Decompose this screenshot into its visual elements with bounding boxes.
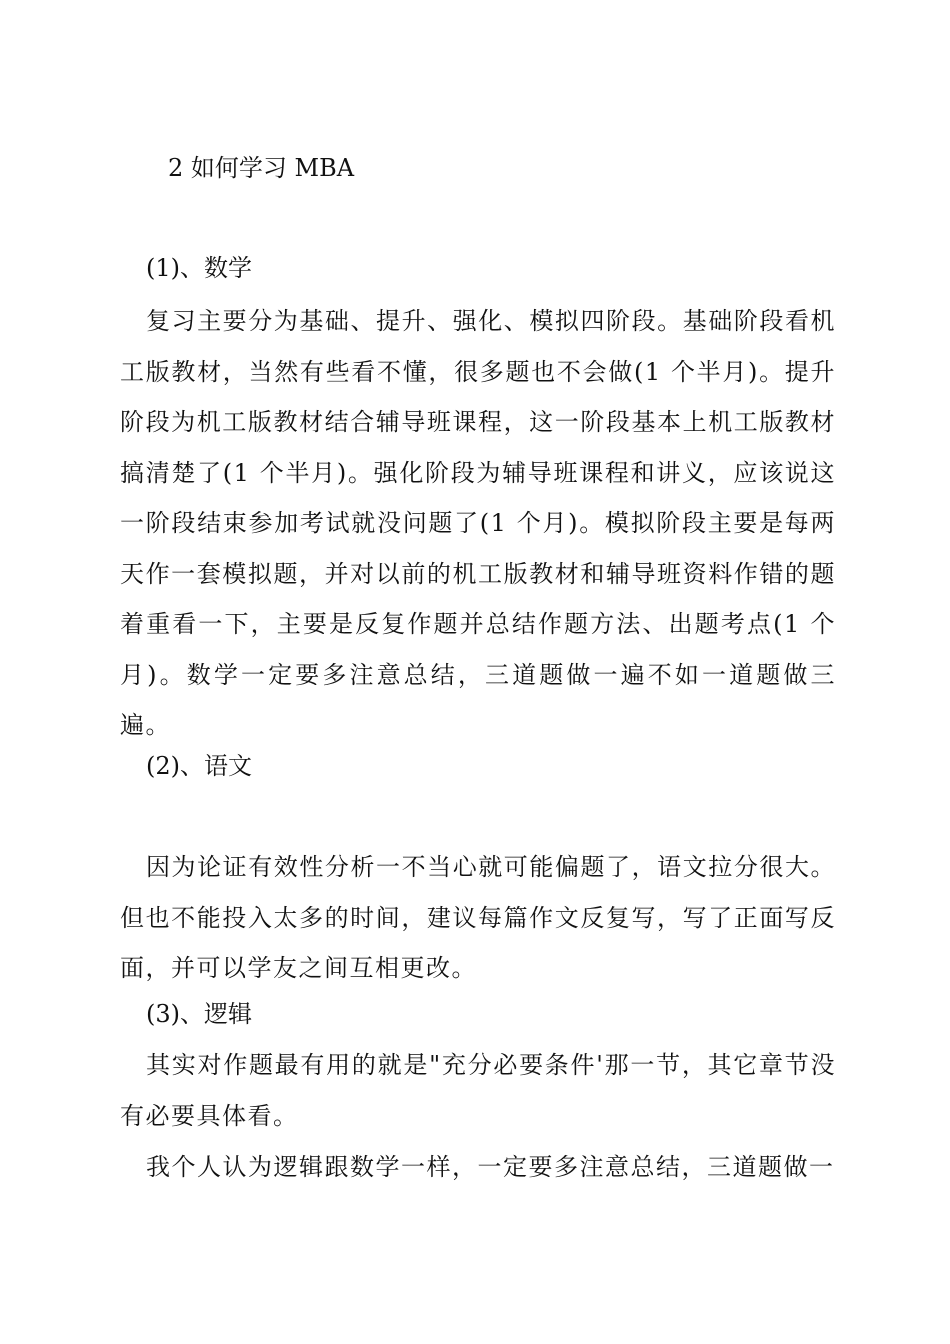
- paragraph-math: 复习主要分为基础、提升、强化、模拟四阶段。基础阶段看机工版教材，当然有些看不懂，很多题也不会做(1 个半月)。提升阶段为机工版教材结合辅导班课程，这一阶段基本上机工版教材搞清楚了(1 个半月)。强化阶段为辅导班课程和讲义，应该说这一阶段结束参加考试就没问题了(1 个月)。模拟阶段主要是每两天作一套模拟题，并对以前的机工版教材和辅导班资料作错的题着重看一下，主要是反复作题并总结作题方法、出题考点(1 个月)。数学一定要多注意总结，三道题做一遍不如一道题做三遍。: [120, 307, 836, 739]
- section-heading-chinese: (2)、语文: [146, 752, 252, 780]
- paragraph-logic-2: 我个人认为逻辑跟数学一样，一定要多注意总结，三道题做一: [146, 1153, 835, 1181]
- document-title: 2 如何学习 MBA: [168, 154, 355, 182]
- paragraph-chinese: 因为论证有效性分析一不当心就可能偏题了，语文拉分很大。但也不能投入太多的时间，建议每篇作文反复写，写了正面写反面，并可以学友之间互相更改。: [120, 853, 836, 982]
- section-heading-logic: (3)、逻辑: [146, 1000, 252, 1028]
- paragraph-logic-1: 其实对作题最有用的就是"充分必要条件'那一节，其它章节没有必要具体看。: [120, 1051, 836, 1130]
- section-heading-math: (1)、数学: [146, 254, 252, 282]
